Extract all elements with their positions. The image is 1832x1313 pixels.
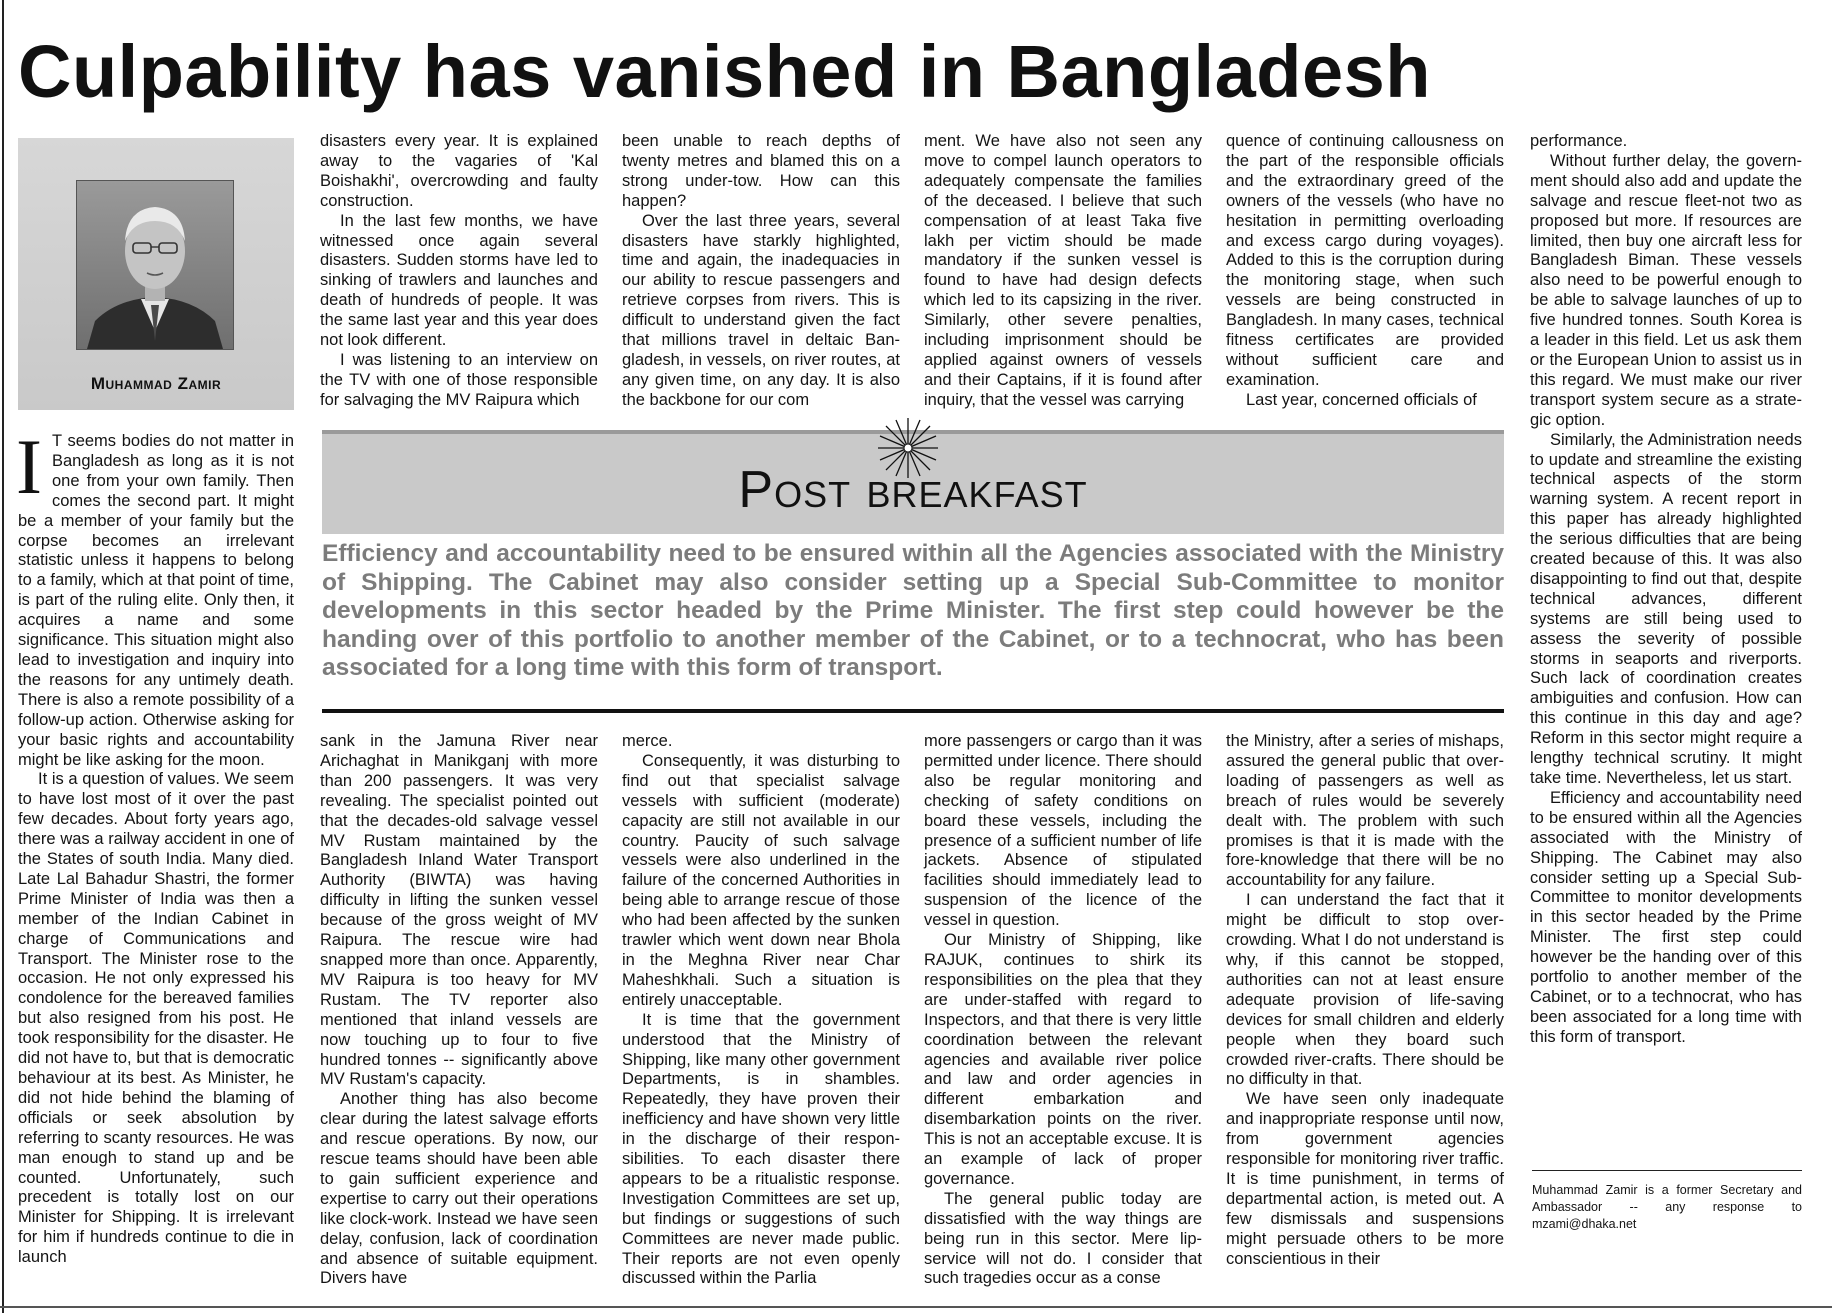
paragraph: been unable to reach depths of twenty metres and blamed this on a strong under-tow. How can this happen? (622, 132, 900, 210)
paragraph: Over the last three years, several disasters have starkly highlighted, time and again, the inadequacies in our ability to rescue passengers and retrieve corpses from rivers. This is difficult to understand given the fact that millions travel in deltaic Bangladesh, in vessels, on river routes, at any given time, on any day. It is also the backbone for our com (622, 211, 900, 409)
paragraph: disasters every year. It is explained away to the vagaries of 'Kal Boishakhi', overcrowding and faulty construction. (320, 132, 598, 210)
paragraph: Without further delay, the government should also add and update the salvage and rescue fleet-not two as proposed but more. If resources are limited, then buy one aircraft less for Bangladesh Biman. These vessels also need to be powerful enough to be able to salvage launches of up to five hundred tonnes. South Korea is a leader in this field. Let us ask them or the European Union to assist us in this regard. We must make our river transport system secure as a strategic option. (1530, 151, 1802, 429)
author-portrait-image (77, 181, 233, 349)
paragraph: performance. (1530, 132, 1628, 150)
article-column-a (16, 423, 294, 1268)
author-byline: Muhammad Zamir (90, 374, 222, 393)
paragraph: I T seems bodies do not matter in Bangladesh as long as it is not one from your own family. Then comes the second part. It might be a member of your family but the corpse becomes an irrelevant statistic unless it happens to belong to a family, which at that point of time, is part of the ruling elite. Only then, it acquires a name and some significance. This situation might also lead to investigation and inquiry into the reasons for any untimely death. There is also a remote possibility of a follow-up action. Otherwise asking for your basic rights and accountability might be like asking for the moon. (16, 423, 294, 769)
article-column-b-top (320, 132, 598, 411)
standfirst-rule (322, 709, 1504, 713)
article-column-b-bottom (320, 732, 598, 1289)
paragraph: Another thing has also become clear during the latest salvage efforts and rescue operations. By now, our rescue teams should have been able to gain sufficient experience and expertise to carry out their operations like clock-work. Instead we have seen delay, confusion, lack of coordination and absence of suitable equipment. Divers have (320, 1090, 598, 1288)
article-column-e-bottom (1226, 732, 1504, 1269)
article-column-c-bottom (622, 732, 900, 1289)
paragraph: Last year, concerned officials of (1246, 390, 1477, 409)
article-column-f (1530, 132, 1802, 1048)
standfirst: Efficiency and accountability need to be ensured within all the Agencies associated with the Ministry of Shipping. The Cabinet may also consider setting up a Special Sub-Committee to monitor developments in this sector headed by the Prime Minister. The first step could however be the handing over of this portfolio to another member of the Cabinet, or to a technocrat, who has been associated for a long time with this form of transport. (322, 540, 1504, 682)
author-bio: Muhammad Zamir is a former Secretary and Ambassador -- any response to mzami@dhaka.net (1532, 1183, 1802, 1231)
paragraph: more passengers or cargo than it was permitted under licence. There should also be regular monitoring and checking of safety conditions on board these vessels, including the presence of a sufficient number of life jackets. Absence of stipulated facilities should immediately lead to suspension of the licence of the vessel in question. (924, 732, 1202, 930)
paragraph: ment. We have also not seen any move to compel launch operators to adequately compensate the families of the deceased. I believe that such compensation of at least Taka five lakh per victim should be made mandatory if the sunken vessel is found to have had design defects which led to its capsizing in the river. Similarly, other severe penalties, including imprisonment should be applied against owners of vessels and their Captains, if it is found after inquiry, that the vessel was carrying (924, 132, 1202, 409)
paragraph: the Ministry, after a series of mishaps, assured the general public that over-loading of passengers as well as breach of rules would be severely dealt with. The problem with such promises is that it is made with the fore-knowledge that there will be no accountability for any failure. (1226, 732, 1504, 890)
article-column-d-bottom (924, 732, 1202, 1289)
article-column-d-top (924, 132, 1202, 411)
paragraph: Efficiency and accountability need to be ensured within all the Agencies associated with the Ministry of Shipping. The Cabinet may also consider setting up a Special Sub-Committee to monitor developments in this sector headed by the Prime Minister. The first step could however be the handing over of this portfolio to another member of the Cabinet, or to a technocrat, who has been associated for a long time with this form of transport. (1530, 788, 1802, 1046)
author-photo (76, 180, 234, 350)
headline: Culpability has vanished in Bangladesh (18, 30, 1431, 113)
paragraph: I was listening to an interview on the TV with one of those responsible for salvaging the MV Raipura which (320, 350, 598, 409)
article-column-c-top (622, 132, 900, 411)
column-name: Post breakfast (738, 461, 1088, 519)
paragraph: The general public today are dissatisfied with the way things are being run in this sector. Mere lip-service will not do. I consider that such tragedies occur as a conse (924, 1189, 1202, 1288)
bio-rule (1532, 1170, 1802, 1171)
paragraph: Our Ministry of Shipping, like RAJUK, continues to shirk its responsibilities on the plea that they are under-staffed with regard to Inspectors, and that there is very little coordination between the relevant agencies and available river police and law and order agencies in different embarkation and disembarkation points on the river. This is not an acceptable excuse. It is an example of lack of proper governance. (924, 931, 1202, 1188)
article-column-e-top (1226, 132, 1504, 411)
paragraph: It is a question of values. We seem to have lost most of it over the past few decades. About forty years ago, there was a railway accident in one of the States of south India. Many died. Late Lal Bahadur Shastri, the former Prime Minister of India was then a member of the Indian Cabinet in charge of Communications and Transport. The Minister rose to the occasion. He not only expressed his condolence for the bereaved families but also resigned from his post. He took responsibility for the disaster. He did not have to, but that is democratic behaviour at its best. As Minister, he did not hide behind the blaming of officials or seek absolution by referring to scanty resources. He was man enough to stand up and be counted. Unfortunately, such precedent is totally lost on our Minister for Shipping. It is irrelevant for him if hundreds continue to die in launch (18, 770, 294, 1267)
drop-cap: I (16, 423, 42, 510)
author-box (18, 138, 294, 410)
paragraph: We have seen only inadequate and inappropriate response until now, from government agencies responsible for monitoring river traffic. It is time punishment, in terms of departmental action, is meted out. A few dismissals and suspensions might persuade others to be more conscientious in their (1226, 1090, 1504, 1268)
paragraph: In the last few months, we have witnessed once again several disasters. Sudden storms have led to sinking of trawlers and launches and death of hundreds of people. It was the same last year and this year does not look different. (320, 211, 598, 350)
paragraph: Consequently, it was disturbing to find out that specialist salvage vessels with sufficient (moderate) capacity are still not available in our country. Paucity of such salvage vessels were also underlined in the failure of the concerned Authorities in being able to arrange rescue of those who had been affected by the sunken trawler which went down near Bhola in the Meghna River near Char Maheshkhali. Such a situation is entirely unacceptable. (622, 751, 900, 1009)
page-bottom-border (0, 1306, 1832, 1308)
paragraph: It is time that the government understood that the Ministry of Shipping, like many other government Departments, is in shambles. Repeatedly, they have proven their inefficiency and have shown very little in the discharge of their responsibilities. To each disaster there appears to be a ritualistic response. Investigation Committees are set up, but findings or suggestions of such Committees are never made public. Their reports are not even openly discussed within the Parlia (622, 1010, 900, 1288)
paragraph: merce. (622, 732, 673, 750)
page-left-border (2, 0, 4, 1313)
paragraph: sank in the Jamuna River near Arichaghat in Manikganj with more than 200 passengers. It was very revealing. The specialist pointed out that the decades-old salvage vessel MV Rustam maintained by the Bangladesh Inland Water Transport Authority (BIWTA) was having difficulty in lifting the sunken vessel because of the gross weight of MV Raipura. The rescue wire had snapped more than once. Apparently, MV Raipura is too heavy for MV Rustam. The TV reporter also mentioned that inland vessels are now touching up to four to five hundred tonnes -- significantly above MV Rustam's capacity. (320, 732, 598, 1089)
paragraph: Similarly, the Administration needs to update and streamline the existing technical aspects of the storm warning system. A recent report in this paper has already highlighted the serious difficulties that are being created because of this. It was also disappointing to find out that, despite technical advances, different systems are still being used to assess the severity of possible storms in seaports and riverports. Such lack of coordination creates ambiguities and confusion. How can this continue in this day and age? Reform in this sector might require a lengthy technical scrutiny. It might take time. Nevertheless, let us start. (1530, 430, 1802, 787)
paragraph: I can understand the fact that it might be difficult to stop overcrowding. What I do not understand is why, if this cannot be stopped, authorities can not at least ensure adequate provision of life-saving devices for small children and elderly people when they board such crowded river-crafts. There should be no difficulty in that. (1226, 891, 1504, 1089)
paragraph: quence of continuing callousness on the part of the responsible officials and the extraordinary greed of the owners of the vessels (who have no hesitation in permitting overloading and excess cargo during voyages). Added to this is the corruption during the monitoring stage, when such vessels are being constructed in Bangladesh. In many cases, technical fitness certificates are provided without sufficient care and examination. (1226, 132, 1504, 389)
